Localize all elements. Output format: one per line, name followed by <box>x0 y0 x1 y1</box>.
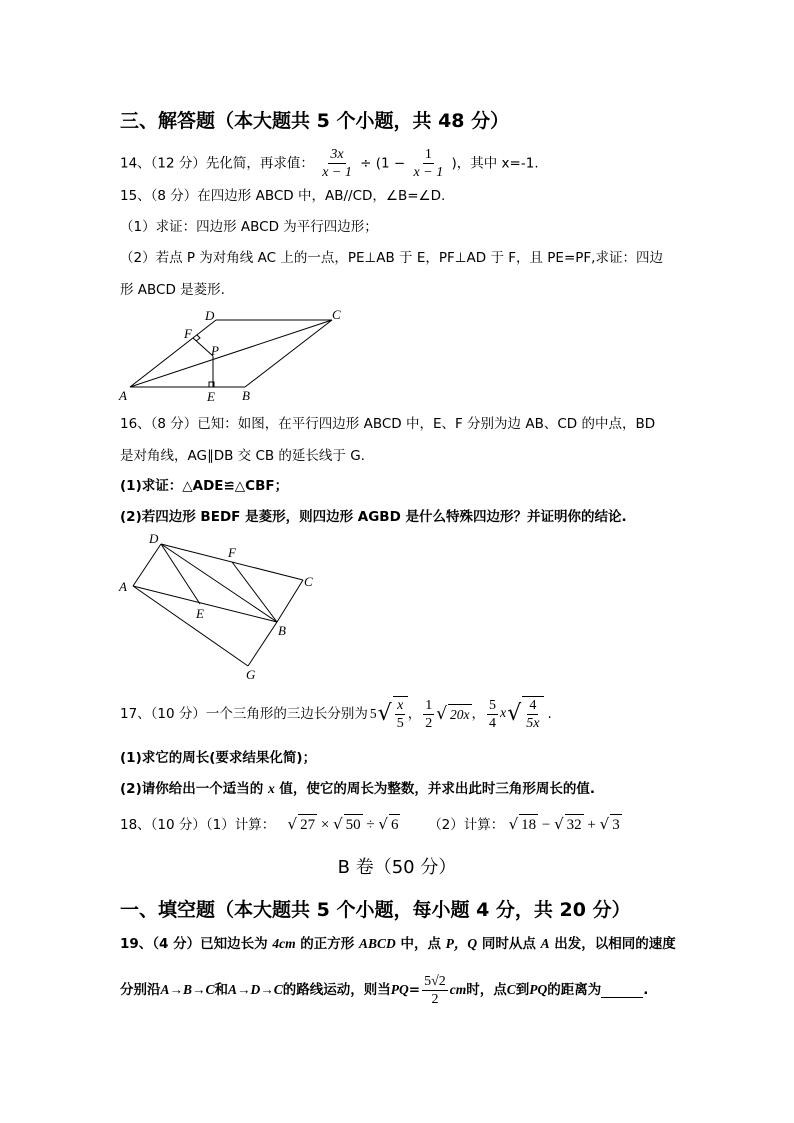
q17-line-3 <box>120 779 595 799</box>
radical-icon: √ <box>378 815 388 833</box>
q15-line-4: 形 ABCD 是菱形. <box>120 282 225 298</box>
q19-l2-end: . <box>643 982 649 998</box>
question-14 <box>120 146 539 181</box>
q17-end: . <box>547 706 552 722</box>
segment-bg <box>248 622 277 666</box>
q15-line-1: 15、（8 分）在四边形 ABCD 中，AB//CD，∠B=∠D. <box>120 188 446 204</box>
label-e: E <box>196 606 204 621</box>
q17-term2-frac <box>423 697 434 732</box>
radical-icon: √ <box>599 815 610 833</box>
q18-e2-a: 18 <box>519 814 538 835</box>
segment-ba <box>133 586 277 622</box>
section-title: 三、解答题（本大题共 5 个小题，共 48 分） <box>120 110 510 132</box>
q19-l1-cm: 4cm <box>272 936 296 951</box>
radical-icon: √ <box>554 815 564 833</box>
q17-line-3b: 值，使它的周长为整数，并求出此时三角形周长的值. <box>274 781 596 797</box>
radical-icon: √ <box>333 815 343 833</box>
q18-e1-a: 27 <box>298 814 317 835</box>
question-17 <box>120 694 552 734</box>
q19-l2-path2: A→D→C <box>228 982 283 997</box>
q14-f2-denominator: x − 1 <box>413 165 444 180</box>
q14-divide: ÷ (1 − <box>360 155 406 172</box>
q18-expr-2: √ 18 − √ 32 + √ 3 <box>508 815 620 833</box>
q14-fraction-1 <box>320 146 354 181</box>
q19-l1-e: 出发，以相同的速度 <box>549 936 676 952</box>
q19-l1-c: 中，点 <box>395 936 446 952</box>
q17-t3-rnum: 4 <box>529 698 537 713</box>
q19-l1-d: 同时从点 <box>477 936 541 952</box>
q19-l2-path1: A→B→C <box>160 982 215 997</box>
q17-t3-den: 4 <box>489 715 497 731</box>
q17-term3-frac <box>487 697 498 732</box>
q17-line-3x: x <box>267 781 275 796</box>
q14-f2-numerator: 1 <box>424 147 432 162</box>
q16-line-4: (2)若四边形 BEDF 是菱形，则四边形 AGBD 是什么特殊四边形？并证明你的结论. <box>120 509 627 525</box>
q19-l1-a-point: A <box>540 936 550 951</box>
label-f: F <box>184 326 192 341</box>
radical-icon: √ <box>287 815 298 833</box>
q18-expr-1: √ 27 × √ 50 ÷ √ 6 <box>287 815 399 833</box>
q18-prefix: 18、（10 分）（1）计算： <box>120 817 276 833</box>
q19-l2-a: 分别沿 <box>120 982 161 998</box>
q14-f1-numerator: 3x <box>330 147 344 162</box>
q19-frac-num: 5√2 <box>424 973 446 989</box>
right-angle-f <box>196 335 200 341</box>
label-c: C <box>304 574 313 589</box>
label-b: B <box>278 623 286 638</box>
q18-e1-c: 6 <box>389 814 401 835</box>
q17-line-3a: (2)请你给出一个适当的 <box>120 781 268 797</box>
diagonal-db <box>161 544 277 622</box>
q15-line-3: （2）若点 P 为对角线 AC 上的一点，PE⊥AB 于 E，PF⊥AD 于 F，且 PE=PF,求证：四边 <box>120 250 663 266</box>
q16-line-1: 16、（8 分）已知：如图，在平行四边形 ABCD 中，E、F 分别为边 AB、CD 的中点，BD <box>120 416 656 432</box>
label-b: B <box>242 388 250 403</box>
radical-icon: √ <box>508 815 519 833</box>
q19-l2-cm: cm <box>449 982 467 997</box>
q14-fraction-2 <box>412 146 446 181</box>
label-f: F <box>228 545 236 560</box>
section-1-title: 一、填空题（本大题共 5 个小题，每小题 4 分，共 20 分） <box>120 899 631 921</box>
q17-t3-rden: 5x <box>526 716 540 731</box>
label-d: D <box>149 531 159 546</box>
q19-l1-b: 的正方形 <box>295 936 359 952</box>
q19-l1-pq: P，Q <box>445 936 478 951</box>
radical-icon: √ <box>507 701 522 726</box>
q19-l2-c: 时，点 <box>466 982 507 998</box>
answer-blank[interactable] <box>601 983 643 998</box>
q19-l1-a: 19、（4 分）已知边长为 <box>120 936 273 952</box>
q19-l2-d: 到 <box>515 982 530 998</box>
q14-f1-denominator: x − 1 <box>322 165 352 180</box>
q17-t2-den: 2 <box>425 715 433 731</box>
q19-l2-pq: PQ <box>390 982 409 997</box>
q17-term1-coef: 5 <box>369 706 377 721</box>
label-a: A <box>119 388 127 403</box>
q18-e2-b: 32 <box>565 814 584 835</box>
q19-line-2 <box>120 968 648 1012</box>
q19-l1-abcd: ABCD <box>359 936 396 951</box>
label-c: C <box>332 307 341 322</box>
q19-frac-den: 2 <box>431 991 439 1007</box>
q17-t3-num: 5 <box>489 697 497 713</box>
q19-l2-pq2: PQ <box>529 982 548 997</box>
label-d: D <box>205 308 215 323</box>
q17-term2-radicand: 20x <box>448 704 472 725</box>
segment-ag <box>133 586 248 666</box>
q17-term3-radicand <box>522 696 543 732</box>
label-p: P <box>211 343 219 358</box>
q16-figure <box>115 528 325 683</box>
section-b-title: B 卷（50 分） <box>337 857 457 878</box>
q19-l2-eq: = <box>408 982 421 998</box>
q17-sep-2: ， <box>471 706 486 722</box>
q17-line-2: (1)求它的周长(要求结果化简)； <box>120 750 317 766</box>
q19-l2-e: 的距离为 <box>547 982 602 998</box>
q18-e1-b: 50 <box>344 814 363 835</box>
q19-line-1 <box>120 934 676 954</box>
q16-line-2: 是对角线，AG∥DB 交 CB 的延长线于 G. <box>120 448 365 464</box>
radical-icon: √ <box>436 704 448 724</box>
segment-de <box>161 544 200 604</box>
diagonal-ac <box>130 320 332 387</box>
q19-l2-c-point: C <box>506 982 516 997</box>
segment-cb <box>277 580 303 622</box>
q19-l2-and: 和 <box>214 982 229 998</box>
q17-prefix: 17、（10 分）一个三角形的三边长分别为 <box>120 706 368 722</box>
q17-term1-radicand <box>393 696 408 732</box>
q17-t1-den: 5 <box>396 716 404 731</box>
question-18 <box>120 814 622 835</box>
q19-l2-b: 的路线运动，则当 <box>282 982 391 998</box>
segment-bc <box>245 320 332 387</box>
q16-line-3: (1)求证：△ADE≌△CBF； <box>120 478 289 494</box>
q17-t3-x: x <box>500 706 507 721</box>
radical-icon: √ <box>377 701 392 726</box>
q17-t1-num: x <box>397 698 404 713</box>
q18-part-2: （2）计算： <box>428 817 505 833</box>
segment-fb <box>232 562 277 622</box>
label-e: E <box>207 389 215 404</box>
q17-t2-num: 1 <box>425 697 433 713</box>
q18-e2-c: 3 <box>610 814 622 835</box>
segment-ad <box>133 544 161 586</box>
label-g: G <box>246 667 256 682</box>
segment-da <box>130 320 216 387</box>
q19-fraction <box>422 973 448 1008</box>
q14-prefix: 14、（12 分）先化简，再求值： <box>120 155 314 172</box>
q15-line-2: （1）求证：四边形 ABCD 为平行四边形； <box>120 219 378 235</box>
q15-figure <box>115 305 350 405</box>
label-a: A <box>119 579 127 594</box>
q14-suffix: )，其中 x=-1. <box>451 155 539 172</box>
q17-sep-1: ， <box>407 706 422 722</box>
